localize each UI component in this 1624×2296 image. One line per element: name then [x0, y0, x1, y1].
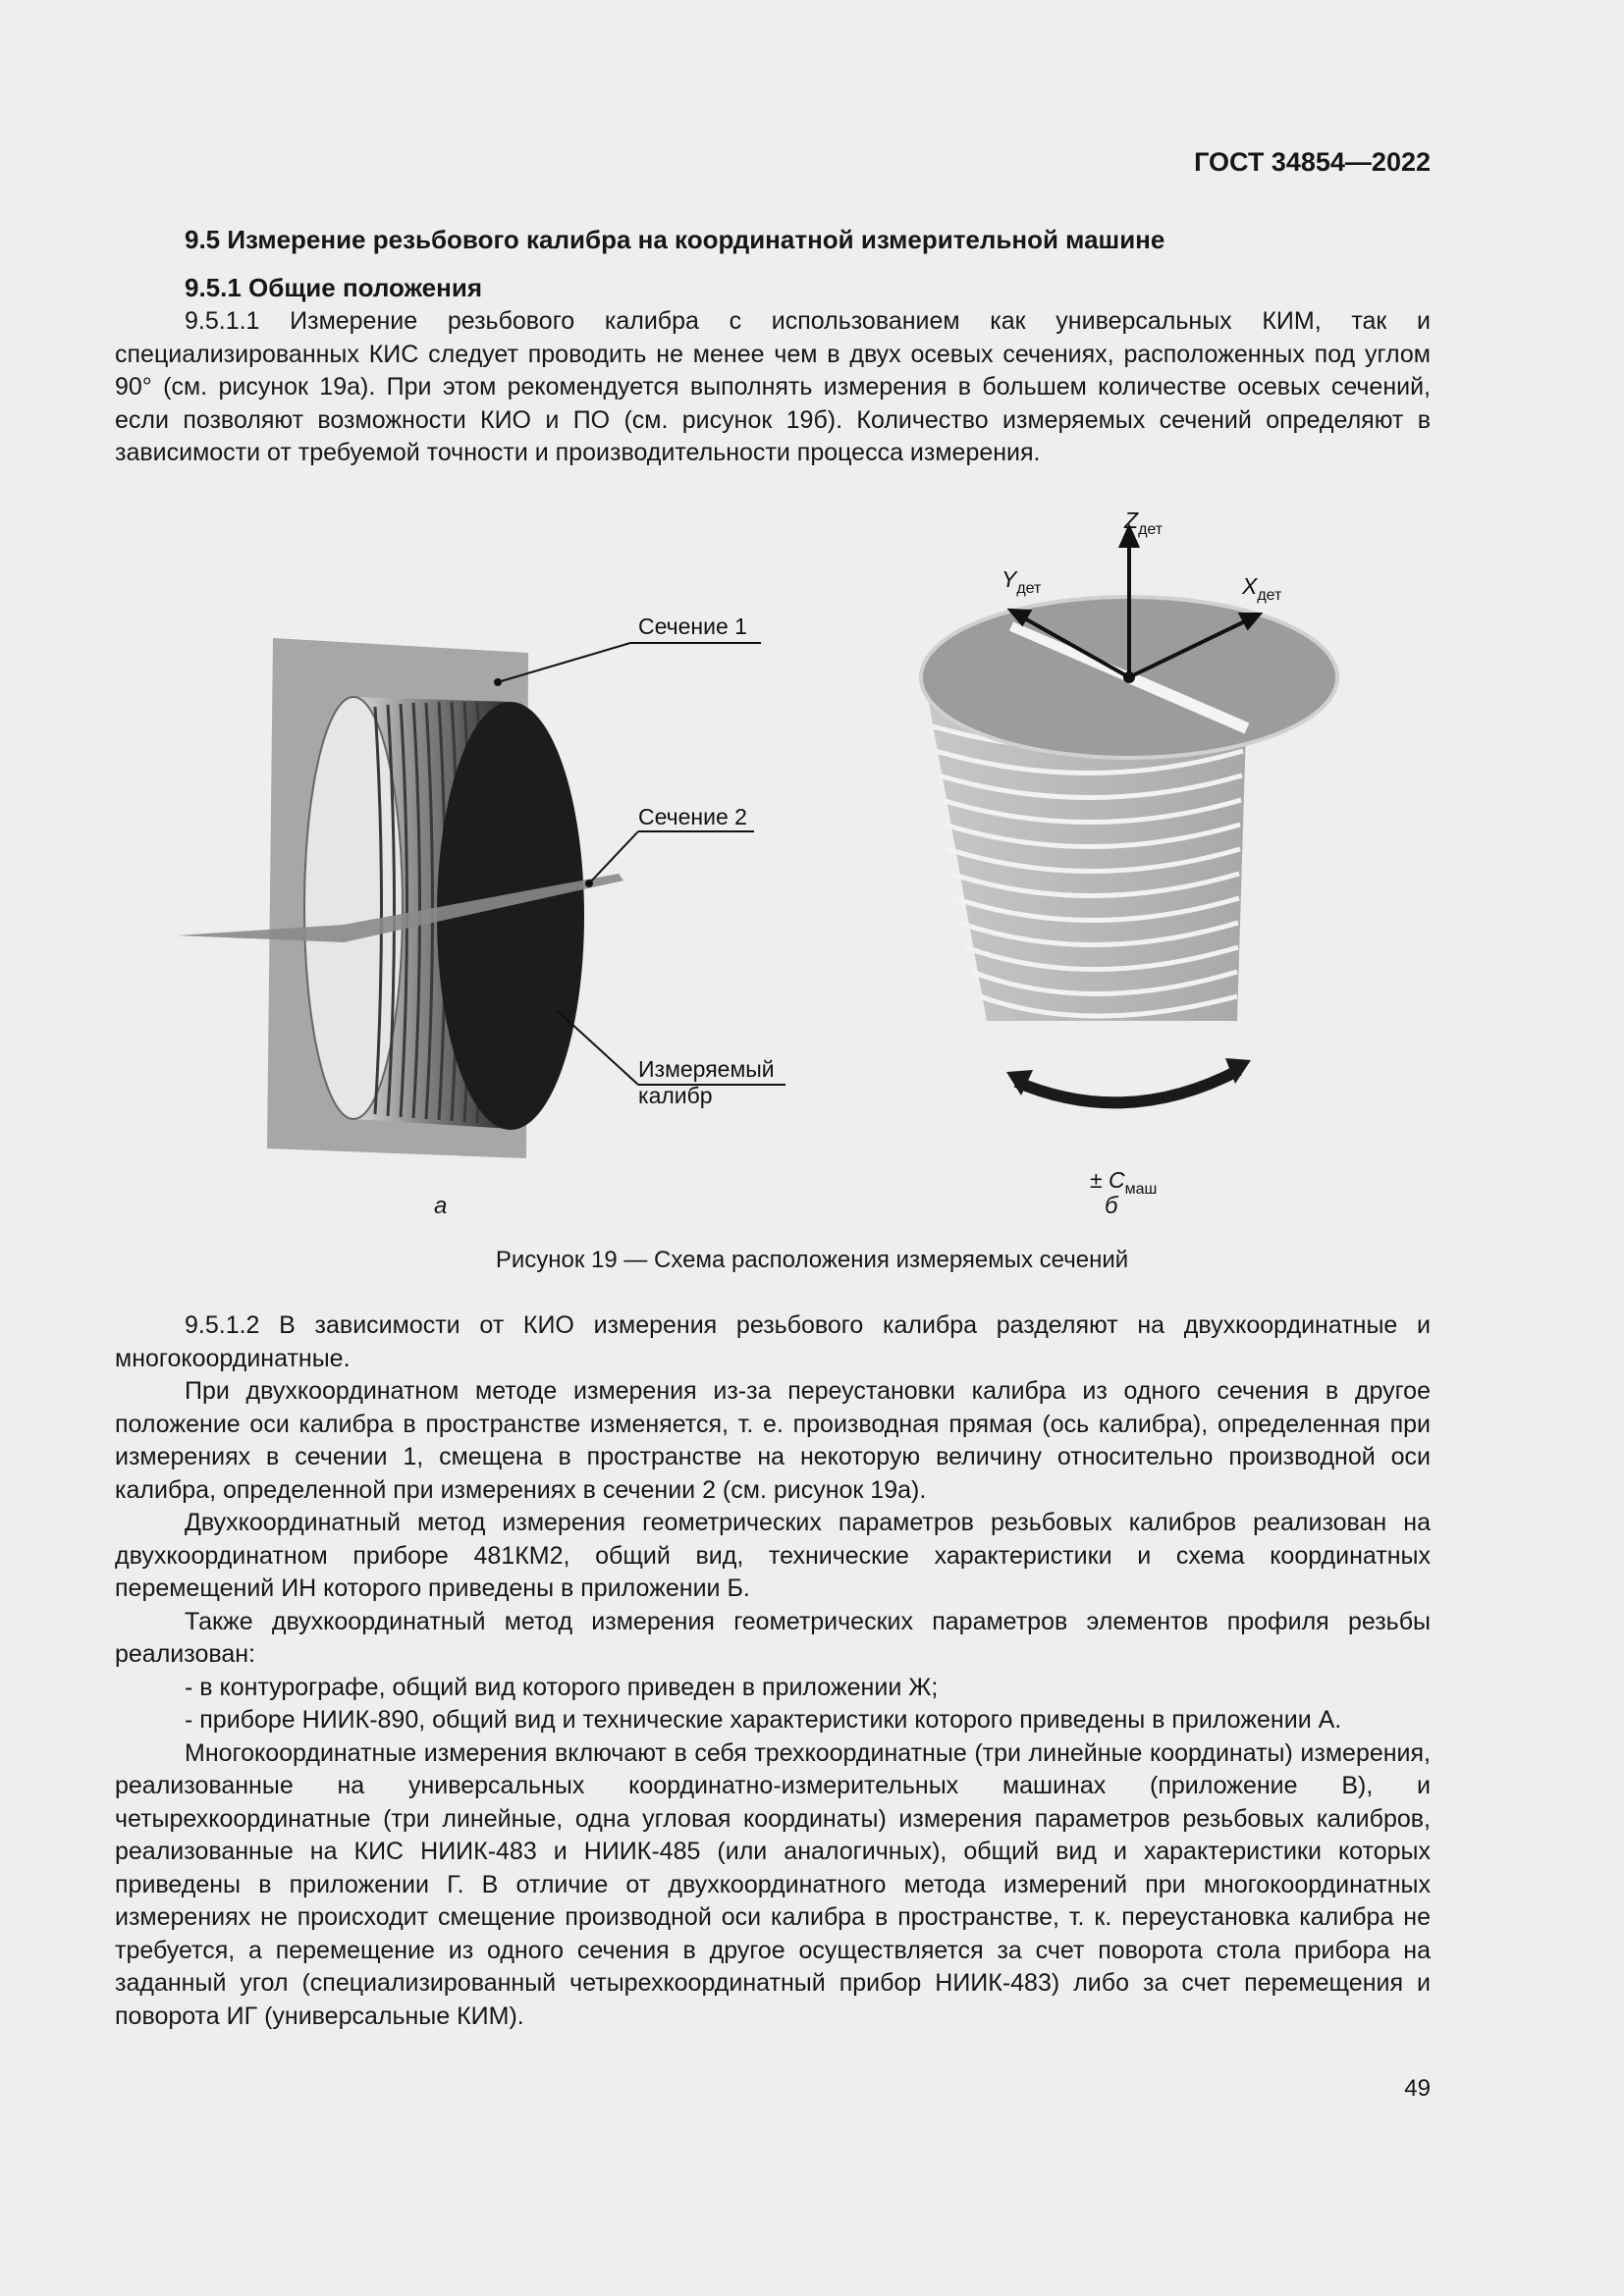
- axis-y-label: $Y_{дет}$: [1001, 566, 1042, 597]
- leader-gauge: [558, 1011, 638, 1085]
- paragraph-block-main: [115, 1309, 1431, 2033]
- right-gauge-illustration: [921, 507, 1337, 1198]
- subsection-title: 9.5.1 Общие положения: [185, 273, 482, 302]
- gauge-rear-rim: [304, 697, 403, 1119]
- section-title: 9.5 Измерение резьбового калибра на координатной измерительной машине: [185, 225, 1165, 254]
- paragraph: Двухкоординатный метод измерения геометрических параметров резьбовых калибров реализован на двухкоординатном приборе 481КМ2, общий вид, технические характеристики и схема координатных перемещений ИН которого приведены в приложении Б.: [115, 1509, 1431, 1602]
- rotation-arrow: [1016, 1070, 1239, 1102]
- list-item: - в контурографе, общий вид которого приведен в приложении Ж;: [185, 1673, 939, 1701]
- paragraph: 9.5.1.1 Измерение резьбового калибра с использованием как универсальных КИМ, так и специализированных КИС следует проводить не менее чем в двух осевых сечениях, расположенных под углом 90° (см. рисунок 19а). При этом рекомендуется выполнять измерения в большем количестве осевых сечений, если позволяют возможности КИО и ПО (см. рисунок 19б). Количество измеряемых сечений определяют в зависимости от требуемой точности и производительности процесса измерения.: [115, 307, 1431, 466]
- label-gauge-2: калибр: [638, 1083, 713, 1108]
- figure-graphic: [147, 501, 1375, 1207]
- paragraph: Также двухкоординатный метод измерения геометрических параметров элементов профиля резьбы реализован:: [115, 1607, 1431, 1668]
- figure-sublabel-a: а: [434, 1193, 448, 1219]
- paragraph: 9.5.1.2 В зависимости от КИО измерения резьбового калибра разделяют на двухкоординатные и многокоординатные.: [115, 1311, 1431, 1372]
- label-section-2: Сечение 2: [638, 804, 747, 829]
- figure-sublabel-b: б: [1105, 1193, 1118, 1219]
- paragraph: Многокоординатные измерения включают в себя трехкоординатные (три линейные координаты) измерения, реализованные на универсальных координатно-измерительных машинах (приложение В), и четырехкоординатные (три линейные, одна угловая координаты) измерения параметров резьбовых калибров, реализованные на КИС НИИК-483 и НИИК-485 (или аналогичных), общий вид и характеристики которых приведены в приложении Г. В отличие от двухкоординатного метода измерений при многокоординатных измерениях не происходит смещение производной оси калибра в пространстве, т. к. переустановка калибра не требуется, а перемещение из одного сечения в другое осуществляется за счет поворота стола прибора на заданный угол (специализированный четырехкоординатный прибор НИИК-483) либо за счет перемещения и поворота ИГ (универсальные КИМ).: [115, 1738, 1431, 2030]
- paragraph-block-top: [115, 305, 1431, 470]
- label-section-1: Сечение 1: [638, 614, 747, 639]
- page-number: 49: [1404, 2075, 1431, 2102]
- document-code: ГОСТ 34854—2022: [1194, 147, 1431, 177]
- figure-caption: Рисунок 19 — Схема расположения измеряемых сечений: [495, 1247, 1129, 1273]
- label-gauge-1: Измеряемый: [638, 1056, 775, 1082]
- figure-19: [147, 501, 1375, 1219]
- left-gauge-illustration: [177, 614, 785, 1158]
- axis-x-label: $X_{дет}$: [1242, 573, 1282, 604]
- paragraph: При двухкоординатном методе измерения из-за переустановки калибра из одного сечения в другое положение оси калибра в пространстве изменяется, т. е. производная прямая (ось калибра), определенная при измерениях в сечении 1, смещена в пространстве на некоторую величину относительно производной оси калибра, определенной при измерениях в сечении 2 (см. рисунок 19а).: [115, 1377, 1431, 1504]
- list-item: - приборе НИИК-890, общий вид и технические характеристики которого приведены в приложении А.: [185, 1706, 1342, 1734]
- rotation-label: ± $C_{маш}$: [1090, 1167, 1158, 1198]
- axis-z-label: $Z_{дет}$: [1124, 507, 1164, 538]
